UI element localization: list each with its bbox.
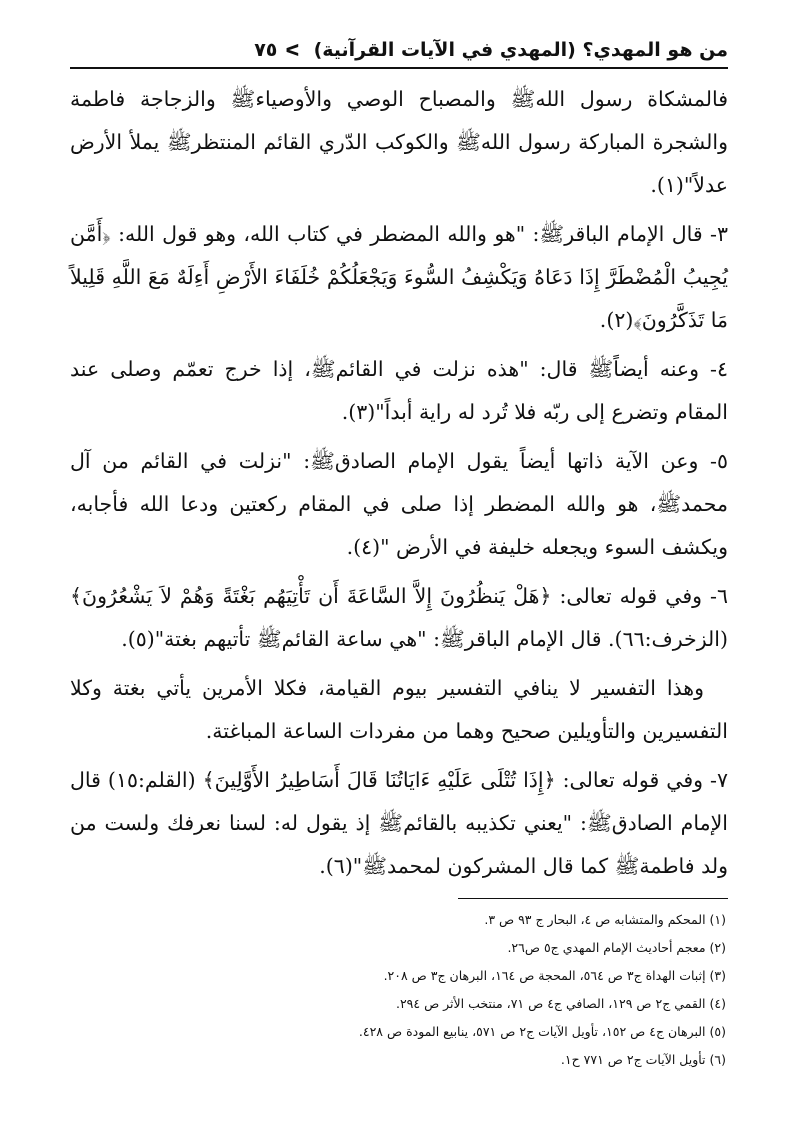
footnote: (٤) القمي ج٢ ص ١٢٩، الصافي ج٤ ص ٧١، منتخب الأثر ص ٢٩٤.: [395, 996, 726, 1011]
paragraph: فالمشكاة رسول اللهﷺ والمصباح الوصي والأوصياءﷺ والزجاجة فاطمة والشجرة المباركة رسول اللهﷺ والكوكب الدّري القائم المنتظرﷺ يملأ الأرض عدلاً"(١).: [70, 87, 728, 197]
running-header: [70, 30, 728, 70]
footnote: (٢) معجم أحاديث الإمام المهدي ج٥ ص٢٦.: [507, 940, 726, 955]
footnote: (٣) إثبات الهداة ج٣ ص ٥٦٤، المحجة ص ١٦٤، البرهان ج٣ ص ٢٠٨.: [383, 968, 726, 983]
arrow-icon: ᐸ: [285, 40, 300, 60]
running-title: من هو المهدي؟ (المهدي في الآيات القرآنية): [313, 39, 728, 61]
paragraph: ٤- وعنه أيضاًﷺ قال: "هذه نزلت في القائمﷺ، إذا خرج تعمّم وصلى عند المقام وتضرع إلى ربّه فلا تُرد له راية أبداً"(٣).: [70, 357, 728, 424]
page-number: ٧٥: [254, 39, 278, 61]
footnote: (١) المحكم والمتشابه ص ٤، البحار ج ٩٣ ص ٣.: [484, 912, 726, 927]
main-text: [70, 78, 728, 894]
header-rule: [70, 67, 728, 69]
paragraph: وهذا التفسير لا ينافي التفسير بيوم القيامة، فكلا الأمرين يأتي بغتة وكلا التفسيرين والتأويلين صحيح وهما من مفردات الساعة المباغتة.: [70, 676, 728, 743]
footnote: (٦) تأويل الآيات ج٢ ص ٧٧١ ح١.: [560, 1052, 726, 1067]
footnotes: [70, 906, 726, 1074]
footnote: (٥) البرهان ج٤ ص ١٥٢، تأويل الآيات ج٢ ص ٥٧١، ينابيع المودة ص ٤٢٨.: [358, 1024, 726, 1039]
paragraph: ٥- وعن الآية ذاتها أيضاً يقول الإمام الصادقﷺ: "نزلت في القائم من آل محمدﷺ، هو والله المضطر إذا صلى في المقام ركعتين ودعا الله فأجابه، ويكشف السوء ويجعله خليفة في الأرض "(٤).: [70, 449, 728, 559]
paragraph: ٦- وفي قوله تعالى: ﴿هَلْ يَنظُرُونَ إِلاَّ السَّاعَةَ أَن تَأْتِيَهُم بَغْتَةً وَهُمْ لاَ يَشْعُرُونَ﴾ (الزخرف:٦٦). قال الإمام الباقرﷺ: "هي ساعة القائمﷺ تأتيهم بغتة"(٥).: [70, 584, 728, 651]
paragraph: ٣- قال الإمام الباقرﷺ: "هو والله المضطر في كتاب الله، وهو قول الله: ﴿أَمَّن يُجِيبُ الْمُضْطَرَّ إِذَا دَعَاهُ وَيَكْشِفُ السُّوءَ وَيَجْعَلُكُمْ خُلَفَاءَ الأَرْضِ أَءِلَهٌ مَعَ اللَّهِ قَلِيلاً مَا تَذَكَّرُونَ﴾(٢).: [70, 222, 728, 332]
paragraph: ٧- وفي قوله تعالى: ﴿إِذَا تُتْلَى عَلَيْهِ ءَايَاتُنَا قَالَ أَسَاطِيرُ الأَوَّلِينَ﴾ (القلم:١٥) قال الإمام الصادقﷺ: "يعني تكذيبه بالقائمﷺ إذ يقول له: لسنا نعرفك ولست من ولد فاطمةﷺ كما قال المشركون لمحمدﷺ"(٦).: [70, 768, 728, 878]
footnote-separator: [458, 898, 728, 899]
